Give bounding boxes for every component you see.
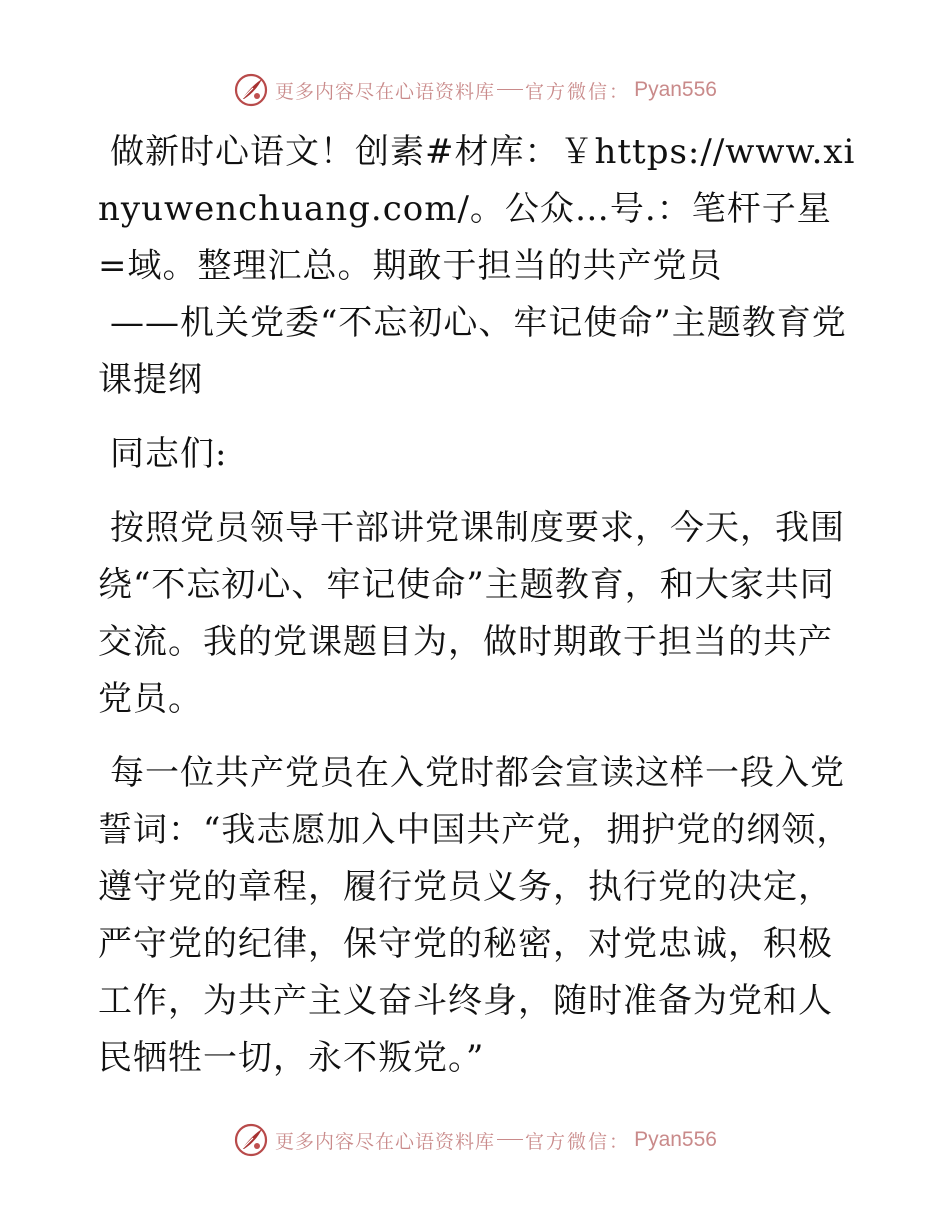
greeting: 同志们:	[110, 434, 228, 474]
banner-wechat-id: Pyan556	[634, 1128, 717, 1151]
body-paragraph-1: 按照党员领导干部讲党课制度要求，今天，我围绕“不忘初心、牢记使命”主题教育，和大家共同交流。我的党课题目为，做时期敢于担当的共产党员。	[98, 508, 845, 719]
banner-official-label: 官方微信：	[525, 80, 631, 103]
banner-wechat-id: Pyan556	[634, 78, 717, 101]
footer-banner	[0, 1118, 950, 1162]
header-banner	[0, 68, 950, 112]
feather-pen-logo-icon	[233, 72, 269, 108]
banner-dash	[497, 89, 523, 90]
banner-dash	[497, 1139, 523, 1140]
intro-paragraph: 做新时心语文！创素#材库：￥https://www.xinyuwenchuang.com/。公众…号.：笔杆子星=域。整理汇总。期敢于担当的共产党员	[98, 132, 856, 286]
banner-official-label: 官方微信：	[525, 1130, 631, 1153]
feather-pen-logo-icon	[233, 1122, 269, 1158]
document-body	[98, 124, 858, 1104]
body-paragraph-2: 每一位共产党员在入党时都会宣读这样一段入党誓词：“我志愿加入中国共产党，拥护党的纲领，遵守党的章程，履行党员义务，执行党的决定，严守党的纪律，保守党的秘密，对党忠诚，积极工作，为共产主义奋斗终身，随时准备为党和人民牺牲一切，永不叛党。”	[98, 753, 852, 1078]
banner-main-text: 更多内容尽在心语资料库	[275, 80, 496, 103]
document-subtitle: ——机关党委“不忘初心、牢记使命”主题教育党课提纲	[98, 303, 847, 400]
banner-main-text: 更多内容尽在心语资料库	[275, 1130, 496, 1153]
